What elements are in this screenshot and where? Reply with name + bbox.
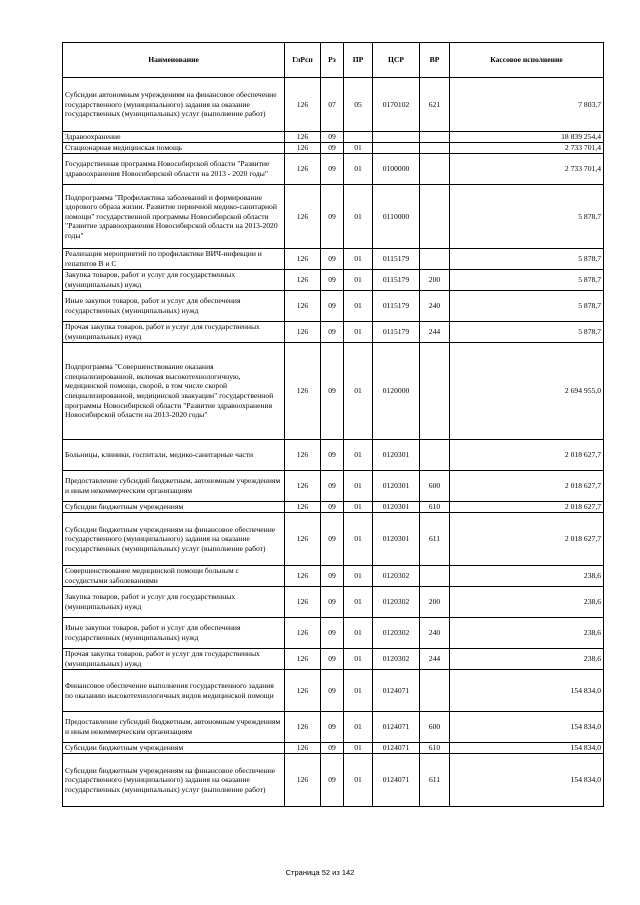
cell-vr: 244: [420, 649, 450, 670]
cell-pr: 01: [344, 471, 373, 502]
cell-pr: 01: [344, 712, 373, 743]
cell-name: Закупка товаров, работ и услуг для государственных (муниципальных) нужд: [63, 587, 285, 618]
cell-rz: 09: [321, 270, 344, 291]
table-row: [63, 502, 604, 513]
header-name: Наименование: [63, 43, 285, 78]
page-number: Страница 52 из 142: [285, 868, 355, 877]
cell-glrsp: 126: [285, 754, 321, 807]
cell-pr: 01: [344, 154, 373, 185]
cell-vr: [420, 343, 450, 440]
cell-csr: 0120302: [373, 587, 420, 618]
cell-csr: 0124071: [373, 670, 420, 712]
cell-csr: 0120000: [373, 343, 420, 440]
cell-glrsp: 126: [285, 502, 321, 513]
cell-vr: 610: [420, 502, 450, 513]
cell-csr: 0124071: [373, 712, 420, 743]
cell-pr: 01: [344, 566, 373, 587]
cell-pr: 01: [344, 440, 373, 471]
cell-amount: 2 694 955,0: [450, 343, 604, 440]
cell-csr: 0170102: [373, 78, 420, 132]
cell-rz: 09: [321, 566, 344, 587]
cell-amount: 154 834,0: [450, 670, 604, 712]
cell-name: Субсидии бюджетным учреждениям: [63, 502, 285, 513]
cell-csr: 0120301: [373, 502, 420, 513]
cell-rz: 09: [321, 291, 344, 322]
cell-vr: 621: [420, 78, 450, 132]
cell-pr: 01: [344, 249, 373, 270]
cell-glrsp: 126: [285, 322, 321, 343]
cell-name: Иные закупки товаров, работ и услуг для обеспечения государственных (муниципальных) нужд: [63, 618, 285, 649]
cell-vr: [420, 566, 450, 587]
cell-amount: 154 834,0: [450, 754, 604, 807]
header-vr: ВР: [420, 43, 450, 78]
cell-csr: 0100000: [373, 154, 420, 185]
cell-name: Реализация мероприятий по профилактике ВИЧ-инфекции и гепатитов В и С: [63, 249, 285, 270]
cell-pr: [344, 132, 373, 143]
cell-vr: 240: [420, 291, 450, 322]
cell-rz: 09: [321, 712, 344, 743]
table-row: [63, 513, 604, 566]
cell-csr: 0124071: [373, 743, 420, 754]
cell-name: Субсидии бюджетным учреждениям на финансовое обеспечение государственного (муниципального) задания на оказание государственных (муниципальных) услуг (выполнение работ): [63, 513, 285, 566]
cell-rz: 07: [321, 78, 344, 132]
cell-amount: 154 834,0: [450, 743, 604, 754]
cell-pr: 01: [344, 743, 373, 754]
cell-pr: 01: [344, 143, 373, 154]
table-row: [63, 322, 604, 343]
cell-name: Прочая закупка товаров, работ и услуг для государственных (муниципальных) нужд: [63, 649, 285, 670]
table-row: [63, 754, 604, 807]
cell-vr: 200: [420, 587, 450, 618]
table-header-row: [63, 43, 604, 78]
cell-vr: 600: [420, 712, 450, 743]
cell-csr: 0120301: [373, 471, 420, 502]
cell-vr: [420, 670, 450, 712]
budget-execution-table: [62, 42, 604, 807]
cell-name: Больницы, клиники, госпитали, медико-санитарные части: [63, 440, 285, 471]
cell-pr: 05: [344, 78, 373, 132]
table-row: [63, 670, 604, 712]
cell-rz: 09: [321, 471, 344, 502]
table-row: [63, 291, 604, 322]
cell-rz: 09: [321, 754, 344, 807]
cell-glrsp: 126: [285, 343, 321, 440]
cell-glrsp: 126: [285, 587, 321, 618]
cell-amount: 238,6: [450, 587, 604, 618]
table-row: [63, 78, 604, 132]
table-row: [63, 471, 604, 502]
table-row: [63, 649, 604, 670]
header-rz: Рз: [321, 43, 344, 78]
cell-csr: [373, 132, 420, 143]
cell-name: Подпрограмма "Совершенствование оказания специализированной, включая высокотехнологичную, медицинской помощи, скорой, в том числе скорой специализированной, медицинской эвакуации" государственной программы Новосибирской области "Развитие здравоохранения Новосибирской области на 2013-2020 годы": [63, 343, 285, 440]
cell-amount: 2 018 627,7: [450, 513, 604, 566]
cell-amount: 5 878,7: [450, 322, 604, 343]
cell-rz: 09: [321, 143, 344, 154]
table-row: [63, 143, 604, 154]
cell-csr: 0120302: [373, 618, 420, 649]
cell-name: Здравоохранение: [63, 132, 285, 143]
cell-name: Иные закупки товаров, работ и услуг для обеспечения государственных (муниципальных) нужд: [63, 291, 285, 322]
cell-glrsp: 126: [285, 513, 321, 566]
cell-pr: 01: [344, 587, 373, 618]
cell-pr: 01: [344, 618, 373, 649]
cell-rz: 09: [321, 502, 344, 513]
table-body: [63, 78, 604, 807]
cell-pr: 01: [344, 754, 373, 807]
cell-glrsp: 126: [285, 78, 321, 132]
cell-csr: 0120302: [373, 649, 420, 670]
cell-name: Прочая закупка товаров, работ и услуг для государственных (муниципальных) нужд: [63, 322, 285, 343]
cell-rz: 09: [321, 249, 344, 270]
cell-amount: 2 018 627,7: [450, 440, 604, 471]
cell-csr: 0115179: [373, 270, 420, 291]
cell-csr: 0120301: [373, 513, 420, 566]
cell-vr: 610: [420, 743, 450, 754]
cell-amount: 238,6: [450, 649, 604, 670]
cell-vr: 200: [420, 270, 450, 291]
header-glrsp: ГлРсп: [285, 43, 321, 78]
cell-name: Совершенствование медицинской помощи больным с сосудистыми заболеваниями: [63, 566, 285, 587]
cell-csr: 0110000: [373, 185, 420, 249]
cell-pr: 01: [344, 502, 373, 513]
cell-amount: 2 018 627,7: [450, 502, 604, 513]
cell-rz: 09: [321, 743, 344, 754]
cell-amount: 238,6: [450, 566, 604, 587]
cell-rz: 09: [321, 132, 344, 143]
cell-vr: [420, 132, 450, 143]
cell-glrsp: 126: [285, 154, 321, 185]
table-row: [63, 743, 604, 754]
cell-csr: 0120301: [373, 440, 420, 471]
cell-name: Подпрограмма "Профилактика заболеваний и формирование здорового образа жизни. Развитие первичной медико-санитарной помощи" государственной программы Новосибирской области "Развитие здравоохранения Новосибирской области на 2013-2020 годы": [63, 185, 285, 249]
cell-vr: [420, 249, 450, 270]
cell-name: Субсидии бюджетным учреждениям: [63, 743, 285, 754]
cell-rz: 09: [321, 154, 344, 185]
cell-glrsp: 126: [285, 185, 321, 249]
cell-vr: 600: [420, 471, 450, 502]
cell-amount: 7 803,7: [450, 78, 604, 132]
table-row: [63, 440, 604, 471]
cell-name: Субсидии автономным учреждениям на финансовое обеспечение государственного (муниципального) задания на оказание государственных (муниципальных) услуг (выполнение работ): [63, 78, 285, 132]
table-row: [63, 566, 604, 587]
cell-amount: 238,6: [450, 618, 604, 649]
header-amount: Кассовое исполнение: [450, 43, 604, 78]
cell-amount: 154 834,0: [450, 712, 604, 743]
header-csr: ЦСР: [373, 43, 420, 78]
cell-rz: 09: [321, 343, 344, 440]
cell-name: Закупка товаров, работ и услуг для государственных (муниципальных) нужд: [63, 270, 285, 291]
cell-name: Финансовое обеспечение выполнения государственного задания по оказанию высокотехнологичных видов медицинской помощи: [63, 670, 285, 712]
cell-pr: 01: [344, 670, 373, 712]
cell-vr: [420, 440, 450, 471]
cell-vr: [420, 185, 450, 249]
cell-amount: 2 733 701,4: [450, 154, 604, 185]
table-row: [63, 132, 604, 143]
table-row: [63, 618, 604, 649]
cell-pr: 01: [344, 513, 373, 566]
cell-glrsp: 126: [285, 743, 321, 754]
cell-pr: 01: [344, 291, 373, 322]
cell-glrsp: 126: [285, 132, 321, 143]
cell-pr: 01: [344, 270, 373, 291]
cell-csr: 0115179: [373, 322, 420, 343]
cell-rz: 09: [321, 185, 344, 249]
table-row: [63, 154, 604, 185]
cell-pr: 01: [344, 322, 373, 343]
cell-glrsp: 126: [285, 440, 321, 471]
cell-csr: 0115179: [373, 249, 420, 270]
cell-amount: 2 733 701,4: [450, 143, 604, 154]
cell-name: Государственная программа Новосибирской области "Развитие здравоохранения Новосибирской области на 2013 - 2020 годы": [63, 154, 285, 185]
cell-vr: [420, 154, 450, 185]
cell-glrsp: 126: [285, 249, 321, 270]
cell-amount: 5 878,7: [450, 185, 604, 249]
cell-rz: 09: [321, 618, 344, 649]
table-row: [63, 249, 604, 270]
table-row: [63, 712, 604, 743]
cell-rz: 09: [321, 513, 344, 566]
cell-csr: 0124071: [373, 754, 420, 807]
cell-glrsp: 126: [285, 618, 321, 649]
cell-rz: 09: [321, 670, 344, 712]
cell-glrsp: 126: [285, 291, 321, 322]
header-pr: ПР: [344, 43, 373, 78]
cell-csr: 0120302: [373, 566, 420, 587]
cell-name: Предоставление субсидий бюджетным, автономным учреждениям и иным некоммерческим организациям: [63, 712, 285, 743]
cell-rz: 09: [321, 587, 344, 618]
cell-pr: 01: [344, 649, 373, 670]
cell-vr: [420, 143, 450, 154]
cell-rz: 09: [321, 440, 344, 471]
cell-name: Субсидии бюджетным учреждениям на финансовое обеспечение государственного (муниципального) задания на оказание государственных (муниципальных) услуг (выполнение работ): [63, 754, 285, 807]
cell-amount: 18 839 254,4: [450, 132, 604, 143]
cell-pr: 01: [344, 185, 373, 249]
cell-amount: 5 878,7: [450, 270, 604, 291]
table-row: [63, 185, 604, 249]
table-row: [63, 587, 604, 618]
cell-glrsp: 126: [285, 670, 321, 712]
cell-vr: 611: [420, 513, 450, 566]
cell-vr: 244: [420, 322, 450, 343]
cell-glrsp: 126: [285, 712, 321, 743]
cell-glrsp: 126: [285, 143, 321, 154]
cell-rz: 09: [321, 322, 344, 343]
cell-pr: 01: [344, 343, 373, 440]
cell-vr: 611: [420, 754, 450, 807]
cell-amount: 5 878,7: [450, 249, 604, 270]
cell-amount: 2 018 627,7: [450, 471, 604, 502]
cell-csr: [373, 143, 420, 154]
cell-name: Предоставление субсидий бюджетным, автономным учреждениям и иным некоммерческим организациям: [63, 471, 285, 502]
cell-glrsp: 126: [285, 649, 321, 670]
cell-glrsp: 126: [285, 270, 321, 291]
cell-rz: 09: [321, 649, 344, 670]
cell-name: Стационарная медицинская помощь: [63, 143, 285, 154]
cell-glrsp: 126: [285, 566, 321, 587]
table-row: [63, 270, 604, 291]
cell-glrsp: 126: [285, 471, 321, 502]
table-row: [63, 343, 604, 440]
cell-amount: 5 878,7: [450, 291, 604, 322]
cell-vr: 240: [420, 618, 450, 649]
cell-csr: 0115179: [373, 291, 420, 322]
